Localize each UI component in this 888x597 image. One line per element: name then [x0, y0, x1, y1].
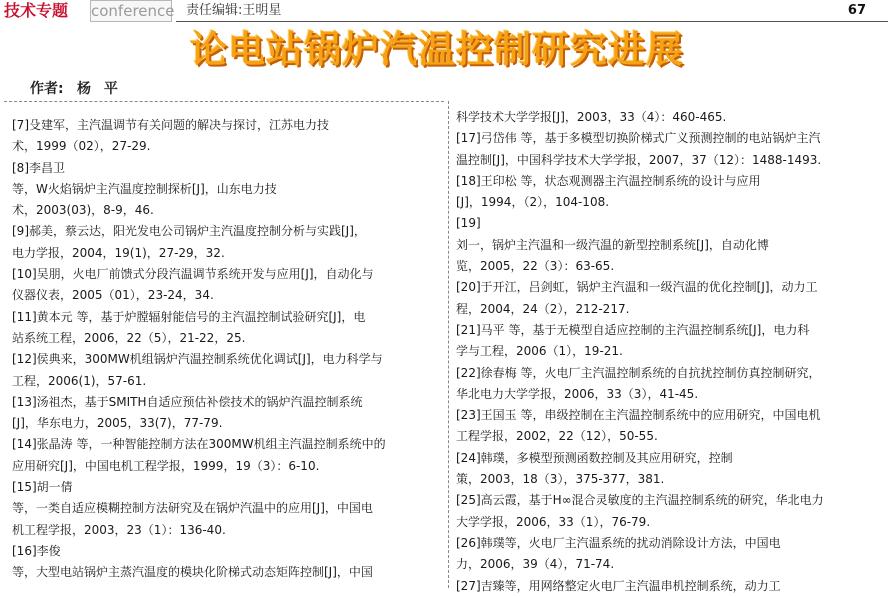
reference-line: 机工程学报，2003，23（1）：136-40.: [12, 522, 226, 537]
reference-line: [13]汤祖杰，基于SMITH自适应预估补偿技术的锅炉汽温控制系统: [12, 394, 363, 409]
column-divider: [448, 101, 449, 588]
page-number: 67: [847, 3, 866, 18]
reference-line: 程，2004，24（2），212-217.: [456, 301, 630, 316]
references-right-column: [456, 107, 886, 597]
reference-line: [16]李俊: [12, 543, 61, 558]
references-left-column: [12, 115, 444, 584]
section-topic: 技术专题: [4, 1, 69, 20]
reference-line: 温控制[J]，中国科学技术大学学报，2007，37（12）：1488-1493.: [456, 152, 822, 167]
reference-line: [8]李昌卫: [12, 160, 65, 175]
reference-line: [9]郝美，蔡云达，阳光发电公司锅炉主汽温度控制分析与实践[J]，: [12, 224, 366, 239]
page-header: [0, 0, 888, 22]
reference-line: 大学学报，2006，33（1），76-79.: [456, 514, 651, 529]
reference-line: [10]吴朋，火电厂前馈式分段汽温调节系统开发与应用[J]，自动化与: [12, 267, 374, 282]
reference-line: 应用研究[J]，中国电机工程学报，1999，19（3）：6-10.: [12, 458, 320, 473]
reference-line: [15]胡一倩: [12, 480, 73, 495]
reference-line: 策，2003，18（3），375-377，381.: [456, 472, 665, 487]
reference-line: 仪器仪表，2005（01），23-24，34.: [12, 288, 214, 303]
reference-line: [17]弓岱伟 等，基于多模型切换阶梯式广义预测控制的电站锅炉主汽: [456, 131, 821, 146]
reference-line: [11]黄本元 等，基于炉膛辐射能信号的主汽温控制试验研究[J]，电: [12, 309, 366, 324]
editor-credit: 责任编辑:王明星: [186, 3, 282, 18]
reference-line: [J]，1994，（2），104-108.: [456, 195, 610, 210]
reference-line: 刘一，锅炉主汽温和一级汽温的新型控制系统[J]，自动化博: [456, 237, 769, 252]
reference-line: 等，大型电站锅炉主蒸汽温度的模块化阶梯式动态矩阵控制[J]，中国: [12, 565, 373, 580]
reference-line: [25]高云霞，基于H∞混合灵敏度的主汽温控制系统的研究，华北电力: [456, 493, 824, 508]
author-label: 作者:: [30, 81, 64, 97]
reference-line: 览，2005，22（3）：63-65.: [456, 259, 615, 274]
reference-line: [24]韩璞，多模型预测函数控制及其应用研究，控制: [456, 450, 733, 465]
reference-line: [19]: [456, 216, 481, 231]
section-divider: [4, 101, 444, 102]
reference-line: 工程，2006(1)，57-61.: [12, 373, 147, 388]
reference-line: [J]，华东电力，2005，33(7)，77-79.: [12, 416, 223, 431]
reference-line: 科学技术大学学报[J]，2003，33（4）：460-465.: [456, 110, 727, 124]
reference-line: 工程学报，2002，22（12），50-55.: [456, 429, 658, 444]
reference-line: [22]徐春梅 等，火电厂主汽温控制系统的自抗扰控制仿真控制研究，: [456, 365, 821, 380]
reference-line: 华北电力大学学报，2006，33（3），41-45.: [456, 386, 699, 401]
reference-line: [18]王印松 等，状态观测器主汽温控制系统的设计与应用: [456, 173, 761, 188]
reference-line: [26]韩璞等，火电厂主汽温系统的扰动消除设计方法，中国电: [456, 535, 781, 550]
reference-line: [27]吉臻等，用网络整定火电厂主汽温串机控制系统，动力工: [456, 578, 781, 593]
reference-line: 术，1999（02），27-29.: [12, 139, 151, 154]
header-rule: [176, 21, 888, 22]
reference-line: [14]张晶涛 等，一种智能控制方法在300MW机组主汽温控制系统中的: [12, 437, 386, 452]
reference-line: 力，2006，39（4），71-74.: [456, 557, 615, 572]
reference-line: [21]马平 等，基于无模型自适应控制的主汽温控制系统[J]，电力科: [456, 322, 810, 337]
reference-line: 学与工程，2006（1），19-21.: [456, 344, 623, 359]
reference-line: [7]殳建军，主汽温调节有关问题的解决与探讨，江苏电力技: [12, 118, 330, 132]
reference-line: 等，一类自适应模糊控制方法研究及在锅炉汽温中的应用[J]，中国电: [12, 501, 373, 516]
reference-line: 站系统工程，2006，22（5），21-22，25.: [12, 330, 246, 345]
reference-line: [23]王国玉 等，串级控制在主汽温控制系统中的应用研究，中国电机: [456, 408, 821, 423]
article-title: 论电站锅炉汽温控制研究进展: [190, 28, 684, 71]
reference-line: 电力学报，2004，19(1)，27-29，32.: [12, 245, 225, 260]
reference-line: 等，W火焰锅炉主汽温度控制探析[J]，山东电力技: [12, 181, 277, 196]
author-name: 杨 平: [77, 81, 122, 97]
conference-tag: conference: [91, 2, 175, 20]
reference-line: [12]侯典来，300MW机组锅炉汽温控制系统优化调试[J]，电力科学与: [12, 352, 383, 367]
reference-line: [20]于开江，吕剑虹，锅炉主汽温和一级汽温的优化控制[J]，动力工: [456, 280, 818, 295]
reference-line: 术，2003(03)，8-9，46.: [12, 203, 154, 218]
